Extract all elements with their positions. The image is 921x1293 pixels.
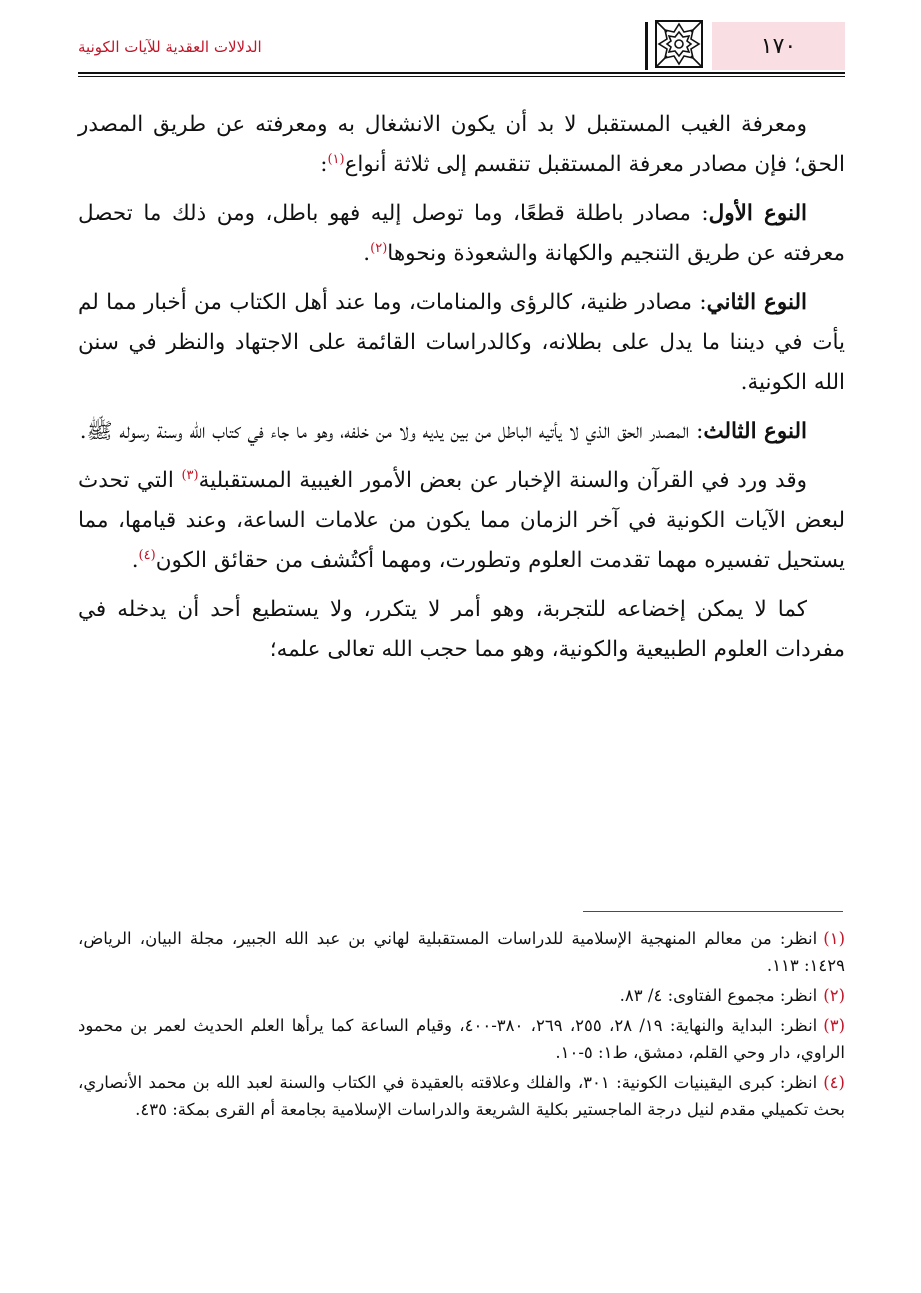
footnote-item bbox=[78, 982, 845, 1009]
paragraph-tail: التي تحدث لبعض الآيات الكونية في آخر الزمان مما يكون من علامات الساعة، وعند قيامها، مما يستحيل تفسيره مهما تقدمت العلوم وتطورت، ومهما أكتُشف من حقائق الكون bbox=[78, 468, 845, 573]
footnotes bbox=[78, 925, 845, 1126]
header-rule-thin bbox=[78, 76, 845, 77]
footnote-item bbox=[78, 1012, 845, 1066]
paragraph-text: وقد ورد في القرآن والسنة الإخبار عن بعض الأمور الغيبية المستقبلية bbox=[198, 468, 807, 493]
paragraph-text: : مصادر ظنية، كالرؤى والمنامات، وما عند أهل الكتاب من أخبار مما لم يأت في ديننا ما يدل على بطلانه، وكالدراسات القائمة على الاجتهاد والنظر في سنن الله الكونية. bbox=[78, 290, 845, 395]
paragraph-tail: . bbox=[363, 241, 371, 266]
footnote-ref[interactable]: (٣) bbox=[181, 467, 199, 483]
ornament-divider bbox=[645, 22, 648, 70]
paragraph-text: ومعرفة الغيب المستقبل لا بد أن يكون الانشغال به ومعرفته عن طريق المصدر الحق؛ فإن مصادر معرفة المستقبل تنقسم إلى ثلاثة أنواع bbox=[78, 112, 845, 177]
footnote-text: انظر: البداية والنهاية: ١٩/ ٢٨، ٢٥٥، ٢٦٩، ٣٨٠-٤٠٠، وقيام الساعة كما يرأها العلم الحديث لعمر بن محمود الراوي، دار وحي القلم، دمشق، ط١: ٥-١٠. bbox=[78, 1016, 845, 1062]
geometric-ornament-icon bbox=[655, 20, 703, 68]
footnote-item bbox=[78, 1069, 845, 1123]
footnote-text: انظر: كبرى اليقينيات الكونية: ٣٠١، والفلك وعلاقته بالعقيدة في الكتاب والسنة لعبد الله بن محمد الأنصاري، بحث تكميلي مقدم لنيل درجة الماجستير بكلية الشريعة والدراسات الإسلامية بجامعة أم القرى بمكة: ٤٣٥. bbox=[78, 1073, 845, 1119]
term-heading: النوع الأول bbox=[708, 201, 808, 226]
term-heading: النوع الثاني bbox=[706, 290, 807, 315]
page-header bbox=[78, 20, 845, 72]
footnote-number: (٣) bbox=[823, 1016, 845, 1035]
paragraph-end: . bbox=[131, 548, 139, 573]
term-heading: النوع الثالث bbox=[703, 419, 807, 444]
paragraph-type-one bbox=[78, 194, 845, 274]
page-number bbox=[712, 22, 845, 70]
paragraph-quran-sunnah bbox=[78, 461, 845, 581]
paragraph-tail: : bbox=[320, 152, 328, 177]
footnote-ref[interactable]: (١) bbox=[327, 151, 345, 167]
footnote-text: انظر: من معالم المنهجية الإسلامية للدراسات المستقبلية لهاني بن عبد الله الجبير، مجلة البيان، الرياض، ١٤٢٩: ١١٣. bbox=[78, 929, 845, 975]
main-text bbox=[78, 105, 845, 679]
paragraph-text: كما لا يمكن إخضاعه للتجربة، وهو أمر لا يتكرر، ولا يستطيع أحد أن يدخله في مفردات العلوم الطبيعية والكونية، وهو مما حجب الله تعالى علمه؛ bbox=[78, 597, 845, 662]
paragraph-intro bbox=[78, 105, 845, 185]
footnote-number: (٢) bbox=[823, 986, 845, 1005]
paragraph-type-three bbox=[78, 412, 845, 452]
page-number-text: ١٧٠ bbox=[760, 33, 797, 59]
paragraph-experiment bbox=[78, 590, 845, 670]
footnote-number: (٤) bbox=[823, 1073, 845, 1092]
footnote-separator bbox=[583, 911, 843, 912]
footnote-text: انظر: مجموع الفتاوى: ٤/ ٨٣. bbox=[619, 986, 818, 1005]
footnote-item bbox=[78, 925, 845, 979]
header-rule bbox=[78, 72, 845, 74]
paragraph-text: : المصدر الحق الذي لا يأتيه الباطل من بين يديه ولا من خلفه، وهو ما جاء في كتاب الله وسنة رسوله ﷺ. bbox=[79, 419, 704, 444]
running-title: الدلالات العقدية للآيات الكونية bbox=[78, 38, 262, 56]
footnote-ref[interactable]: (٤) bbox=[138, 547, 156, 563]
paragraph-text: : مصادر باطلة قطعًا، وما توصل إليه فهو باطل، ومن ذلك ما تحصل معرفته عن طريق التنجيم والكهانة والشعوذة ونحوها bbox=[78, 201, 845, 266]
paragraph-type-two bbox=[78, 283, 845, 403]
footnote-ref[interactable]: (٢) bbox=[370, 240, 388, 256]
footnote-number: (١) bbox=[823, 929, 845, 948]
